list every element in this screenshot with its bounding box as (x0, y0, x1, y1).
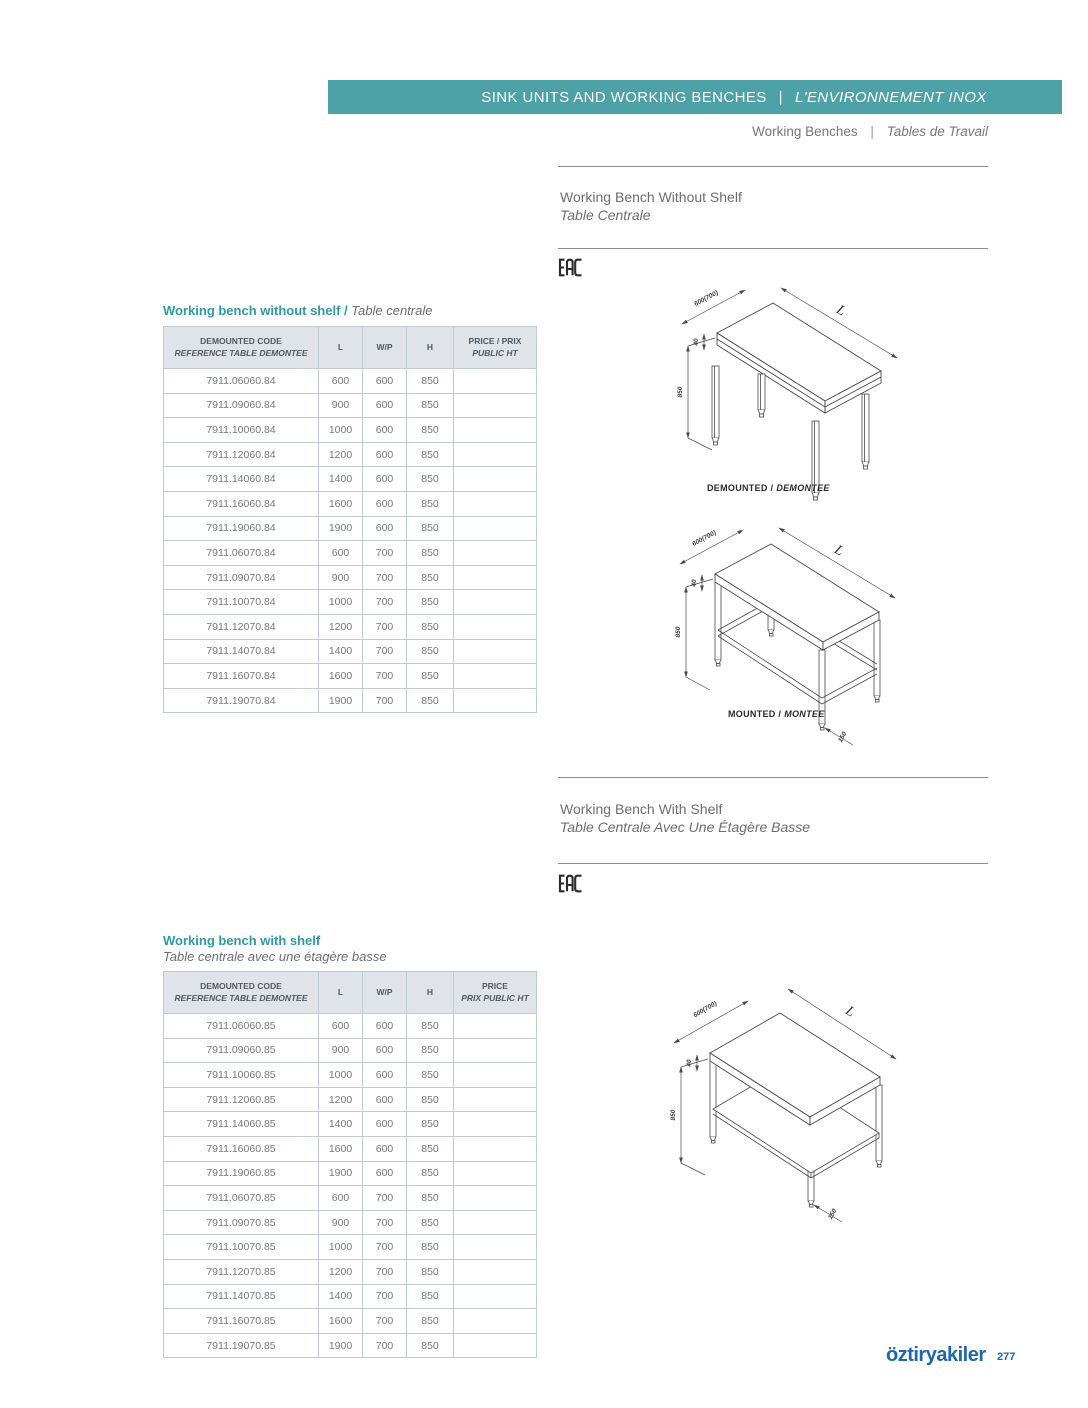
table-cell: 700 (363, 1284, 407, 1309)
table-row (164, 467, 537, 492)
subheader (752, 124, 988, 139)
table-cell: 850 (407, 590, 454, 615)
table-cell: 850 (407, 393, 454, 418)
table-cell: 600 (363, 418, 407, 443)
table-cell: 850 (407, 614, 454, 639)
table-cell: 850 (407, 1014, 454, 1039)
table-cell (454, 1136, 537, 1161)
table-header (164, 327, 537, 369)
table-cell: 7911.09060.85 (164, 1038, 319, 1063)
dim-depth-label: 600(700) (692, 1000, 719, 1020)
table-cell: 850 (407, 541, 454, 566)
dim-top-label: 40 (691, 579, 698, 587)
table-cell: 7911.09060.84 (164, 393, 319, 418)
table-cell: 600 (363, 1136, 407, 1161)
table-cell: 700 (363, 1309, 407, 1334)
table-cell: 7911.09070.85 (164, 1210, 319, 1235)
table-cell: 1200 (319, 614, 363, 639)
divider (558, 863, 988, 864)
diagram-demounted-caption (707, 483, 830, 493)
table-cell: 600 (363, 393, 407, 418)
table-cell: 850 (407, 639, 454, 664)
table-cell: 850 (407, 688, 454, 713)
table-cell (454, 1309, 537, 1334)
table-row (164, 1112, 537, 1137)
table-row (164, 639, 537, 664)
table-cell: 7911.10070.85 (164, 1235, 319, 1260)
table-row (164, 393, 537, 418)
table-cell: 1000 (319, 1235, 363, 1260)
table-cell (454, 1235, 537, 1260)
table-title-en: Working bench without shelf / (163, 303, 348, 318)
table-row (164, 1063, 537, 1088)
table-cell: 850 (407, 1136, 454, 1161)
table-cell: 700 (363, 664, 407, 689)
table-cell: 850 (407, 1210, 454, 1235)
page-number: 277 (997, 1351, 1016, 1363)
table-cell: 600 (319, 369, 363, 394)
table-cell: 7911.19060.84 (164, 516, 319, 541)
table-cell: 700 (363, 639, 407, 664)
table-cell: 850 (407, 565, 454, 590)
section-title-en: Working Bench Without Shelf (560, 189, 742, 205)
eac-certification-icon (557, 258, 583, 277)
table-row (164, 1038, 537, 1063)
col-header-price-en: PRICE (482, 981, 508, 992)
col-header-code (164, 327, 319, 369)
subheader-separator: | (870, 124, 874, 139)
table-row (164, 614, 537, 639)
subheader-en: Working Benches (752, 124, 858, 139)
table-row (164, 369, 537, 394)
table-cell (454, 442, 537, 467)
table-cell (454, 1014, 537, 1039)
table-cell: 850 (407, 1186, 454, 1211)
table-cell: 850 (407, 1235, 454, 1260)
table-cell (454, 614, 537, 639)
table-title-without-shelf (163, 303, 432, 318)
table-cell: 1600 (319, 1309, 363, 1334)
table-cell: 1000 (319, 1063, 363, 1088)
table-cell: 1400 (319, 1112, 363, 1137)
table-cell: 600 (363, 467, 407, 492)
table-cell: 7911.19070.84 (164, 688, 319, 713)
table-cell: 7911.06070.84 (164, 541, 319, 566)
table-cell: 1200 (319, 442, 363, 467)
table-row (164, 1333, 537, 1358)
table-row (164, 1309, 537, 1334)
page-header-bar (328, 80, 1062, 114)
table-cell: 600 (319, 541, 363, 566)
table-cell (454, 1112, 537, 1137)
col-header-l: L (319, 327, 363, 369)
table-cell: 7911.16060.85 (164, 1136, 319, 1161)
table-row (164, 541, 537, 566)
table-cell: 700 (363, 688, 407, 713)
table-cell: 7911.10060.84 (164, 418, 319, 443)
table-header (164, 972, 537, 1014)
table-row (164, 1210, 537, 1235)
table-title-en: Working bench with shelf (163, 933, 321, 948)
table-cell: 700 (363, 1333, 407, 1358)
tabletop (715, 544, 879, 650)
table-row (164, 1259, 537, 1284)
table-cell (454, 418, 537, 443)
table-cell: 850 (407, 1112, 454, 1137)
table-cell: 7911.14070.85 (164, 1284, 319, 1309)
table-cell: 850 (407, 1259, 454, 1284)
table-cell: 7911.19070.85 (164, 1333, 319, 1358)
section-title-fr: Table Centrale Avec Une Étagère Basse (560, 819, 811, 835)
col-header-l: L (319, 972, 363, 1014)
table-cell: 600 (363, 1112, 407, 1137)
table-cell: 7911.12060.85 (164, 1087, 319, 1112)
table-cell: 7911.12070.85 (164, 1259, 319, 1284)
table-cell (454, 1284, 537, 1309)
table-cell: 850 (407, 467, 454, 492)
table-row (164, 590, 537, 615)
table-cell (454, 565, 537, 590)
section-title-fr: Table Centrale (560, 207, 651, 223)
table-cell: 700 (363, 1186, 407, 1211)
table-cell: 7911.14060.84 (164, 467, 319, 492)
table-title-fr: Table centrale (351, 303, 433, 318)
col-header-code-fr: REFERENCE TABLE DEMONTEE (174, 347, 308, 358)
table-cell (454, 467, 537, 492)
col-header-price-en: PRICE / PRIX (468, 336, 522, 347)
table-cell: 900 (319, 565, 363, 590)
table-title-with-shelf-fr: Table centrale avec une étagère basse (163, 949, 387, 964)
table-cell: 700 (363, 565, 407, 590)
table-cell: 600 (363, 1038, 407, 1063)
table-cell: 600 (363, 442, 407, 467)
table-cell: 1900 (319, 688, 363, 713)
table-cell: 900 (319, 1038, 363, 1063)
dim-foot-label: 150 (837, 730, 849, 744)
table-cell: 900 (319, 1210, 363, 1235)
table-cell: 850 (407, 1309, 454, 1334)
table-cell (454, 516, 537, 541)
dim-length-label: L (833, 302, 849, 320)
subheader-fr: Tables de Travail (886, 124, 988, 139)
section-title-with-shelf (560, 800, 990, 836)
table-cell: 7911.06070.85 (164, 1186, 319, 1211)
table-cell (454, 590, 537, 615)
col-header-price-fr: PUBLIC HT (472, 347, 518, 358)
table-cell: 7911.16060.84 (164, 491, 319, 516)
table-cell: 7911.06060.84 (164, 369, 319, 394)
caption-en: DEMOUNTED / (707, 483, 774, 493)
dim-length-label: L (842, 1003, 858, 1021)
header-title-fr: L'ENVIRONNEMENT INOX (794, 88, 987, 106)
table-title-with-shelf (163, 933, 320, 948)
diagram-mounted-caption (728, 709, 825, 719)
brand-logo: öztiryakiler (886, 1344, 986, 1366)
table-cell: 1000 (319, 590, 363, 615)
col-header-code (164, 972, 319, 1014)
table-row (164, 1235, 537, 1260)
col-header-code-fr: REFERENCE TABLE DEMONTEE (174, 992, 308, 1003)
table-cell: 600 (363, 369, 407, 394)
spec-table-without-shelf (163, 326, 537, 713)
col-header-price (454, 327, 537, 369)
table-cell: 850 (407, 1038, 454, 1063)
table-cell: 1600 (319, 664, 363, 689)
table-cell (454, 688, 537, 713)
table-cell: 7911.10060.85 (164, 1063, 319, 1088)
table-row (164, 1014, 537, 1039)
table-cell (454, 664, 537, 689)
table-cell (454, 369, 537, 394)
table-cell: 1900 (319, 516, 363, 541)
col-header-h: H (407, 972, 454, 1014)
table-cell: 700 (363, 614, 407, 639)
table-cell (454, 541, 537, 566)
table-row (164, 664, 537, 689)
table-cell: 1600 (319, 491, 363, 516)
table-cell: 600 (363, 1161, 407, 1186)
divider (558, 777, 988, 778)
table-row (164, 688, 537, 713)
table-cell: 850 (407, 418, 454, 443)
col-header-h: H (407, 327, 454, 369)
dim-depth-label: 600(700) (693, 289, 720, 308)
table-cell: 600 (363, 1063, 407, 1088)
table-cell: 1400 (319, 1284, 363, 1309)
table-cell: 7911.14060.85 (164, 1112, 319, 1137)
tabletop (717, 303, 881, 413)
table-cell: 7911.09070.84 (164, 565, 319, 590)
table-row (164, 491, 537, 516)
table-cell (454, 1186, 537, 1211)
table-cell: 7911.16070.85 (164, 1309, 319, 1334)
table-cell: 850 (407, 1333, 454, 1358)
table-cell: 1900 (319, 1161, 363, 1186)
table-cell: 850 (407, 491, 454, 516)
diagram-mounted-table (655, 512, 1000, 750)
table-cell: 700 (363, 1259, 407, 1284)
table-cell: 850 (407, 1087, 454, 1112)
header-title-en: SINK UNITS AND WORKING BENCHES (481, 88, 767, 106)
table-row (164, 1136, 537, 1161)
table-cell: 600 (363, 516, 407, 541)
table-cell (454, 393, 537, 418)
table-cell: 700 (363, 1210, 407, 1235)
dim-length-label: L (831, 542, 847, 560)
dim-height-label: 850 (670, 1109, 677, 1121)
table-cell (454, 1063, 537, 1088)
table-row (164, 442, 537, 467)
col-header-wp: W/P (363, 327, 407, 369)
diagram-table-with-shelf (648, 975, 1003, 1230)
col-header-price-fr: PRIX PUBLIC HT (461, 992, 529, 1003)
dim-top-label: 40 (693, 338, 700, 346)
table-cell: 1400 (319, 639, 363, 664)
table-cell (454, 1087, 537, 1112)
table-cell: 7911.16070.84 (164, 664, 319, 689)
dim-height-label: 850 (675, 626, 682, 638)
table-cell (454, 1259, 537, 1284)
table-cell: 850 (407, 1063, 454, 1088)
table-cell: 600 (319, 1186, 363, 1211)
dim-foot-label: 150 (827, 1207, 839, 1221)
table-cell: 600 (363, 491, 407, 516)
table-row (164, 565, 537, 590)
dim-depth-label: 600(700) (691, 529, 718, 548)
table-cell (454, 1210, 537, 1235)
table-row (164, 516, 537, 541)
table-cell (454, 491, 537, 516)
table-cell: 850 (407, 1161, 454, 1186)
table-cell (454, 1161, 537, 1186)
table-cell: 850 (407, 442, 454, 467)
col-header-price (454, 972, 537, 1014)
table-cell: 600 (363, 1014, 407, 1039)
table-row (164, 1284, 537, 1309)
table-cell: 7911.12070.84 (164, 614, 319, 639)
spec-table-with-shelf (163, 971, 537, 1358)
table-cell: 850 (407, 369, 454, 394)
table-cell: 1600 (319, 1136, 363, 1161)
table-cell: 1200 (319, 1087, 363, 1112)
caption-en: MOUNTED / (728, 709, 782, 719)
table-cell: 600 (319, 1014, 363, 1039)
divider (558, 166, 988, 167)
caption-fr: DEMONTEE (776, 483, 830, 493)
table-cell (454, 1333, 537, 1358)
section-title-without-shelf (560, 188, 990, 224)
header-separator: | (778, 88, 783, 106)
section-title-en: Working Bench With Shelf (560, 801, 723, 817)
table-cell: 7911.06060.85 (164, 1014, 319, 1039)
table-cell: 700 (363, 541, 407, 566)
table-cell: 1900 (319, 1333, 363, 1358)
table-row (164, 1161, 537, 1186)
table-cell: 900 (319, 393, 363, 418)
table-cell: 7911.12060.84 (164, 442, 319, 467)
table-row (164, 1186, 537, 1211)
col-header-code-en: DEMOUNTED CODE (200, 981, 282, 992)
divider (558, 248, 988, 249)
dim-top-label: 40 (686, 1059, 693, 1067)
table-cell: 1000 (319, 418, 363, 443)
table-cell: 7911.19060.85 (164, 1161, 319, 1186)
table-cell (454, 639, 537, 664)
col-header-code-en: DEMOUNTED CODE (200, 336, 282, 347)
table-cell: 1200 (319, 1259, 363, 1284)
caption-fr: MONTEE (784, 709, 825, 719)
table-cell: 700 (363, 1235, 407, 1260)
table-row (164, 1087, 537, 1112)
table-cell: 7911.10070.84 (164, 590, 319, 615)
col-header-wp: W/P (363, 972, 407, 1014)
table-row (164, 418, 537, 443)
table-cell: 700 (363, 590, 407, 615)
table-cell: 850 (407, 516, 454, 541)
table-cell: 7911.14070.84 (164, 639, 319, 664)
table-cell: 850 (407, 1284, 454, 1309)
eac-certification-icon (557, 874, 583, 893)
table-cell: 850 (407, 664, 454, 689)
table-cell: 1400 (319, 467, 363, 492)
table-cell: 600 (363, 1087, 407, 1112)
dim-height-label: 850 (677, 386, 684, 398)
diagram-demounted-table (655, 278, 1000, 508)
table-cell (454, 1038, 537, 1063)
